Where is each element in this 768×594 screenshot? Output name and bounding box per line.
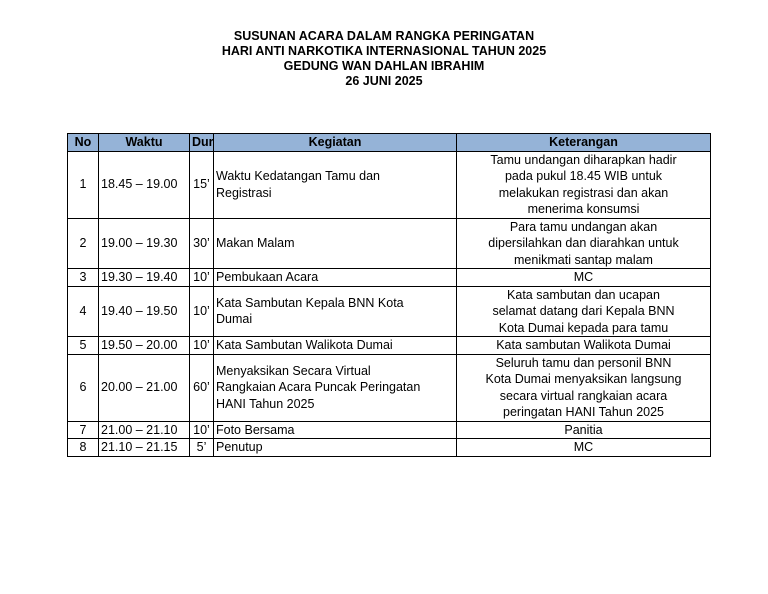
cell-keterangan-line: MC: [573, 440, 594, 454]
cell-keterangan: [457, 421, 711, 439]
document-heading: [0, 29, 768, 89]
cell-waktu: 19.50 – 20.00: [99, 337, 190, 355]
cell-keterangan-line: Tamu undangan diharapkan hadir: [490, 152, 677, 167]
table-row: [68, 421, 711, 439]
header-keterangan: Keterangan: [457, 134, 711, 152]
cell-no: 8: [68, 439, 99, 457]
cell-waktu: 19.30 – 19.40: [99, 269, 190, 287]
cell-keterangan-line: melakukan registrasi dan akan: [498, 185, 669, 200]
table-row: [68, 439, 711, 457]
title-line-1: SUSUNAN ACARA DALAM RANGKA PERINGATAN: [233, 29, 535, 43]
cell-kegiatan-line: Kata Sambutan Kepala BNN Kota: [216, 295, 404, 310]
cell-kegiatan: [214, 354, 457, 421]
cell-dur: 10’: [190, 337, 214, 355]
table-header-row: [68, 134, 711, 152]
cell-dur: 10’: [190, 286, 214, 337]
cell-keterangan-line: secara virtual rangkaian acara: [499, 388, 668, 403]
cell-keterangan-line: Seluruh tamu dan personil BNN: [495, 355, 672, 370]
cell-kegiatan: [214, 421, 457, 439]
header-kegiatan: Kegiatan: [214, 134, 457, 152]
cell-kegiatan-line: Rangkaian Acara Puncak Peringatan: [216, 380, 421, 395]
cell-keterangan: [457, 151, 711, 218]
cell-keterangan: [457, 337, 711, 355]
cell-kegiatan: [214, 269, 457, 287]
table-row: [68, 269, 711, 287]
cell-no: 1: [68, 151, 99, 218]
cell-keterangan-line: menerima konsumsi: [527, 202, 640, 216]
cell-kegiatan-line: Waktu Kedatangan Tamu dan: [216, 169, 381, 183]
cell-no: 5: [68, 337, 99, 355]
cell-keterangan: [457, 218, 711, 269]
cell-keterangan-line: menikmati santap malam: [514, 252, 653, 267]
cell-dur: 60’: [190, 354, 214, 421]
cell-kegiatan: [214, 337, 457, 355]
header-waktu: Waktu: [99, 134, 190, 152]
title-line-4: 26 JUNI 2025: [345, 74, 423, 88]
cell-dur: 15’: [190, 151, 214, 218]
cell-no: 7: [68, 421, 99, 439]
cell-keterangan-line: Kata sambutan dan ucapan: [507, 287, 660, 302]
cell-waktu: 19.00 – 19.30: [99, 218, 190, 269]
cell-kegiatan: [214, 151, 457, 218]
header-dur: Dur: [190, 134, 214, 152]
cell-waktu: 21.10 – 21.15: [99, 439, 190, 457]
cell-keterangan: [457, 354, 711, 421]
cell-kegiatan-line: Makan Malam: [216, 236, 295, 250]
table-row: [68, 151, 711, 218]
cell-kegiatan: [214, 439, 457, 457]
cell-waktu: 21.00 – 21.10: [99, 421, 190, 439]
cell-no: 3: [68, 269, 99, 287]
table-row: [68, 218, 711, 269]
cell-waktu: 20.00 – 21.00: [99, 354, 190, 421]
cell-dur: 5’: [190, 439, 214, 457]
cell-kegiatan-line: Penutup: [216, 440, 263, 454]
header-no: No: [68, 134, 99, 152]
cell-kegiatan-line: Dumai: [216, 312, 253, 327]
cell-kegiatan-line: Menyaksikan Secara Virtual: [216, 363, 371, 378]
table-row: [68, 337, 711, 355]
cell-keterangan: [457, 439, 711, 457]
cell-no: 4: [68, 286, 99, 337]
cell-kegiatan-line: Registrasi: [216, 185, 272, 200]
cell-keterangan-line: peringatan HANI Tahun 2025: [503, 405, 664, 419]
cell-keterangan-line: Panitia: [564, 422, 603, 437]
table-row: [68, 354, 711, 421]
schedule-body: [68, 151, 711, 456]
cell-waktu: 19.40 – 19.50: [99, 286, 190, 337]
cell-keterangan-line: selamat datang dari Kepala BNN: [492, 304, 675, 318]
cell-dur: 10’: [190, 421, 214, 439]
cell-kegiatan-line: Kata Sambutan Walikota Dumai: [216, 338, 393, 352]
title-line-2: HARI ANTI NARKOTIKA INTERNASIONAL TAHUN 2025: [221, 44, 547, 58]
cell-no: 2: [68, 218, 99, 269]
cell-kegiatan-line: Pembukaan Acara: [216, 270, 319, 284]
cell-keterangan-line: Para tamu undangan akan: [509, 219, 658, 234]
cell-waktu: 18.45 – 19.00: [99, 151, 190, 218]
cell-kegiatan: [214, 218, 457, 269]
cell-keterangan-line: Kota Dumai kepada para tamu: [498, 320, 669, 335]
schedule-table: [67, 133, 711, 457]
cell-kegiatan: [214, 286, 457, 337]
cell-no: 6: [68, 354, 99, 421]
cell-kegiatan-line: HANI Tahun 2025: [216, 396, 315, 411]
cell-keterangan: [457, 286, 711, 337]
cell-kegiatan-line: Foto Bersama: [216, 422, 295, 437]
cell-keterangan-line: MC: [573, 270, 594, 284]
cell-dur: 30’: [190, 218, 214, 269]
cell-keterangan-line: Kata sambutan Walikota Dumai: [496, 338, 671, 352]
title-line-3: GEDUNG WAN DAHLAN IBRAHIM: [283, 59, 485, 73]
cell-keterangan-line: Kota Dumai menyaksikan langsung: [485, 372, 682, 386]
cell-keterangan-line: dipersilahkan dan diarahkan untuk: [488, 236, 679, 250]
cell-keterangan: [457, 269, 711, 287]
cell-keterangan-line: pada pukul 18.45 WIB untuk: [504, 169, 663, 183]
table-row: [68, 286, 711, 337]
cell-dur: 10’: [190, 269, 214, 287]
